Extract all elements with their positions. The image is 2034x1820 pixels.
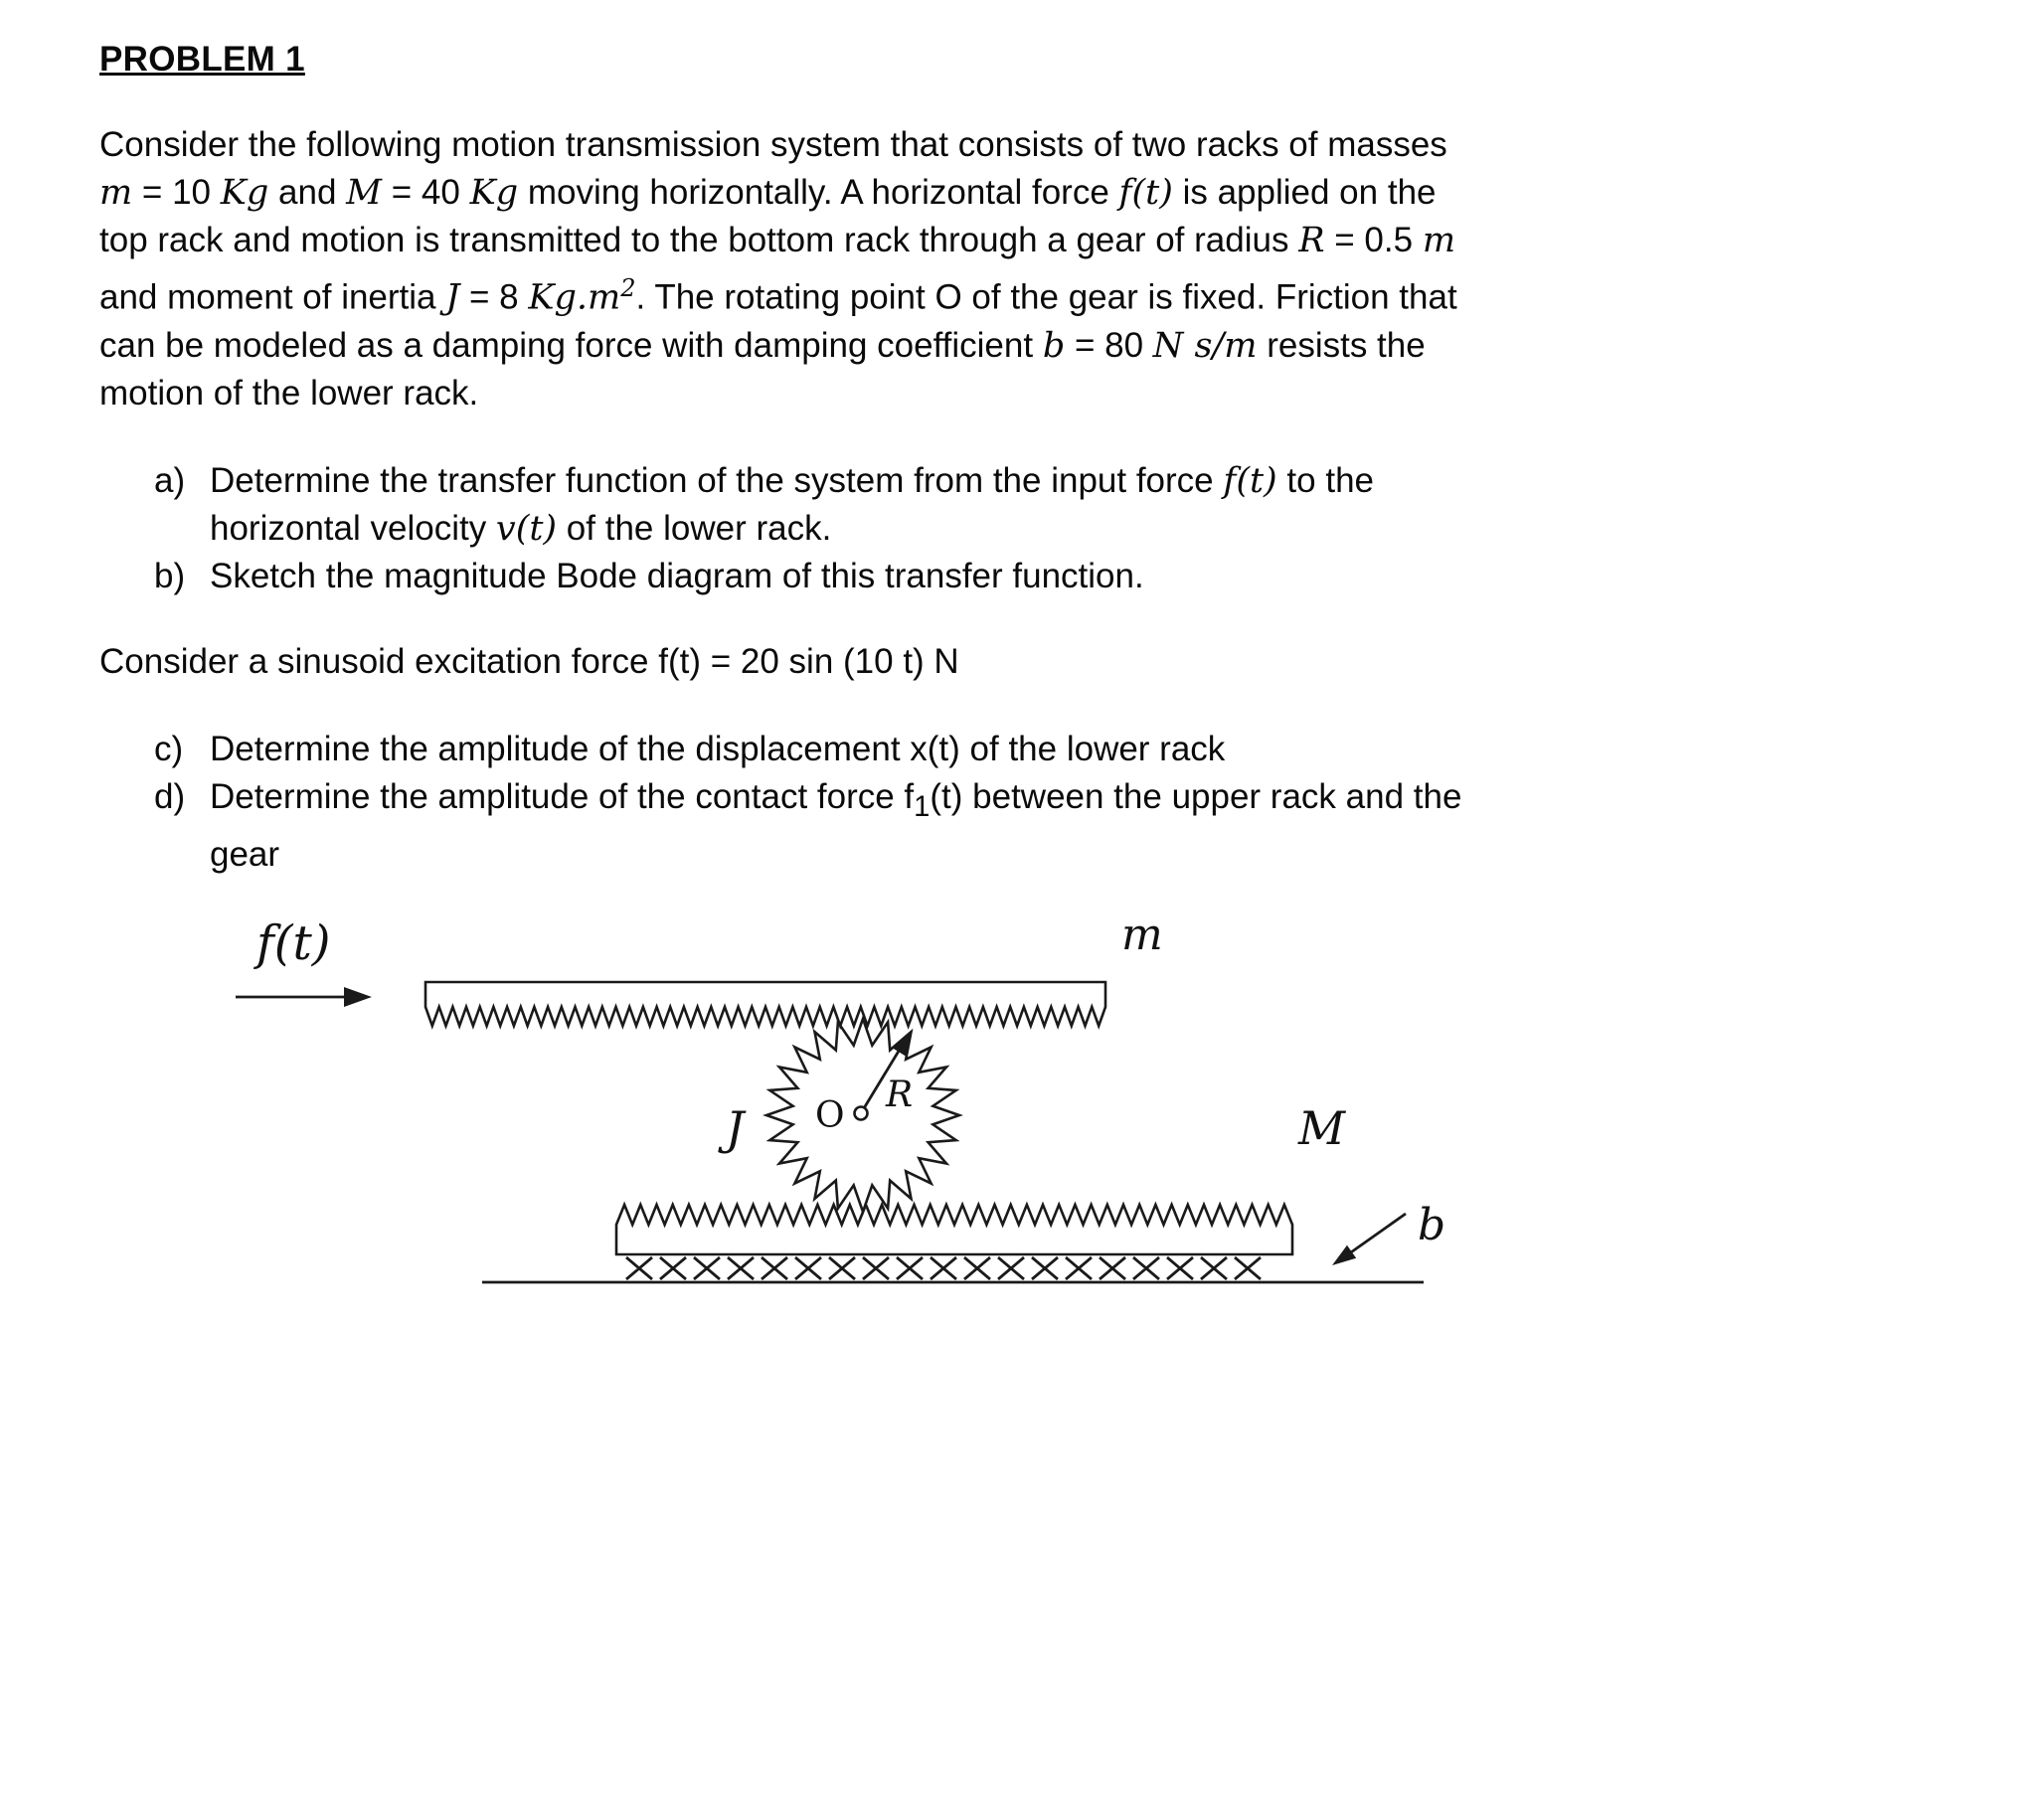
gear-center-pivot <box>855 1107 868 1120</box>
bottom-mass-label: M <box>1298 1101 1346 1155</box>
damping-arrowhead-icon <box>1332 1245 1356 1265</box>
problem-page <box>0 0 2034 879</box>
question-d-text: Determine the amplitude of the contact force $f_1(t)$ between the upper rack and the gear <box>210 776 1462 874</box>
bottom-rack <box>616 1205 1292 1254</box>
damping-label: b <box>1418 1200 1446 1250</box>
gear-radius-label: R <box>886 1075 914 1115</box>
force-arrowhead-icon <box>344 987 372 1007</box>
question-c <box>99 726 1511 773</box>
sinusoid-statement: Consider a sinusoid excitation force f(t) = 20 sin (10 t) N <box>99 641 959 681</box>
question-b-label: b) <box>154 556 186 595</box>
gear-center-label: O <box>815 1095 845 1136</box>
question-c-label: c) <box>154 729 184 768</box>
question-d-label: d) <box>154 776 186 816</box>
problem-title: PROBLEM 1 <box>99 40 305 79</box>
gear <box>766 1019 959 1212</box>
system-diagram <box>0 840 2034 1436</box>
damping-arrow <box>1348 1214 1406 1254</box>
question-a <box>99 457 1511 553</box>
top-rack <box>425 982 1105 1026</box>
question-a-text: Determine the transfer function of the system from the input force f(t) to the horizontal velocity v(t) of the lower rack. <box>210 460 1374 549</box>
question-list-ab <box>99 457 1935 600</box>
question-a-label: a) <box>154 460 186 500</box>
top-mass-label: m <box>1121 910 1163 960</box>
question-b-text: Sketch the magnitude Bode diagram of this transfer function. <box>210 556 1144 595</box>
gear-inertia-label: J <box>726 1101 745 1155</box>
question-b <box>99 553 1511 600</box>
force-label: f(t) <box>256 915 331 971</box>
question-c-text: Determine the amplitude of the displacement x(t) of the lower rack <box>210 729 1226 768</box>
friction-hatch <box>626 1257 1261 1279</box>
problem-statement: Consider the following motion transmission system that consists of two racks of masses m = 10 Kg and M = 40 Kg moving horizontally. A horizontal force f(t) is applied on the top rack and motion is transmitted to the bottom rack through a gear of radius R = 0.5 m and moment of inertia J = 8 $Kg.m^2$. The rotating point O of the gear is fixed. Friction that can be modeled as a damping force with damping coefficient b = 80 N s/m resists the motion of the lower rack. <box>99 125 1457 413</box>
